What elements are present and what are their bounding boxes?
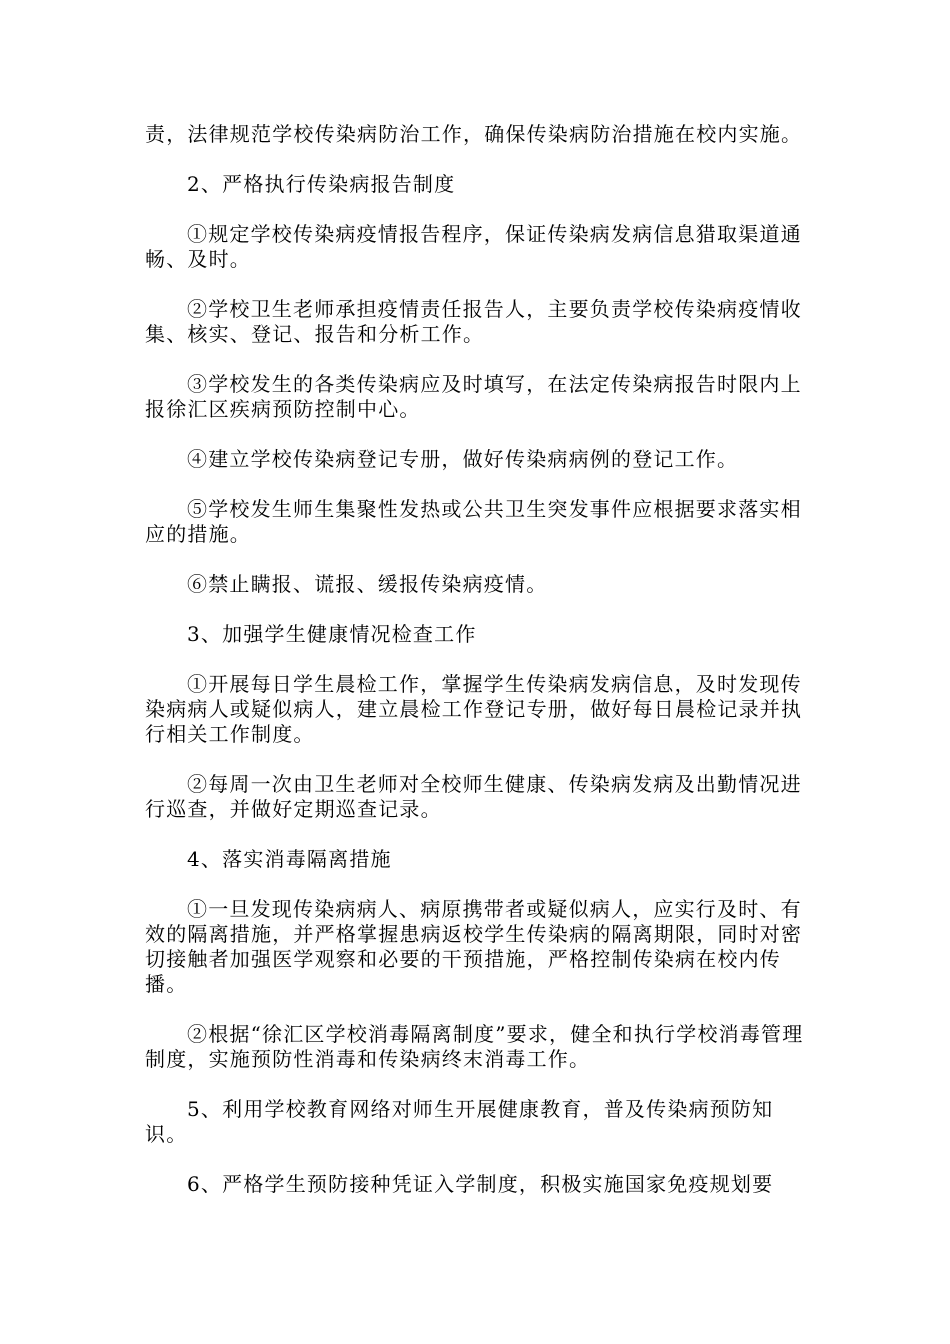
paragraph: ①规定学校传染病疫情报告程序，保证传染病发病信息猎取渠道通畅、及时。 [145,222,802,271]
document-body [145,122,805,1222]
paragraph: ②学校卫生老师承担疫情责任报告人，主要负责学校传染病疫情收集、核实、登记、报告和分析工作。 [145,297,802,346]
paragraph: ①开展每日学生晨检工作，掌握学生传染病发病信息，及时发现传染病病人或疑似病人，建立晨检工作登记专册，做好每日晨检记录并执行相关工作制度。 [145,672,803,746]
paragraph: ④建立学校传染病登记专册，做好传染病病例的登记工作。 [187,447,739,471]
section-heading: 6、严格学生预防接种凭证入学制度，积极实施国家免疫规划要 [187,1172,774,1196]
paragraph: ②每周一次由卫生老师对全校师生健康、传染病发病及出勤情况进行巡查，并做好定期巡查记录。 [145,772,802,821]
paragraph: 责，法律规范学校传染病防治工作，确保传染病防治措施在校内实施。 [145,122,803,146]
section-heading: 4、落实消毒隔离措施 [187,847,392,871]
section-heading: 3、加强学生健康情况检查工作 [187,622,477,646]
paragraph: ③学校发生的各类传染病应及时填写，在法定传染病报告时限内上报徐汇区疾病预防控制中心。 [145,372,802,421]
paragraph: ⑥禁止瞒报、谎报、缓报传染病疫情。 [187,572,548,596]
section-heading: 5、利用学校教育网络对师生开展健康教育，普及传染病预防知识。 [145,1097,774,1146]
paragraph: ②根据“徐汇区学校消毒隔离制度”要求，健全和执行学校消毒管理制度，实施预防性消毒和传染病终末消毒工作。 [145,1022,804,1071]
paragraph: ⑤学校发生师生集聚性发热或公共卫生突发事件应根据要求落实相应的措施。 [145,497,802,546]
section-heading: 2、严格执行传染病报告制度 [187,172,456,196]
paragraph: ①一旦发现传染病病人、病原携带者或疑似病人，应实行及时、有效的隔离措施，并严格掌握患病返校学生传染病的隔离期限，同时对密切接触者加强医学观察和必要的干预措施，严格控制传染病在校内传播。 [145,897,803,996]
